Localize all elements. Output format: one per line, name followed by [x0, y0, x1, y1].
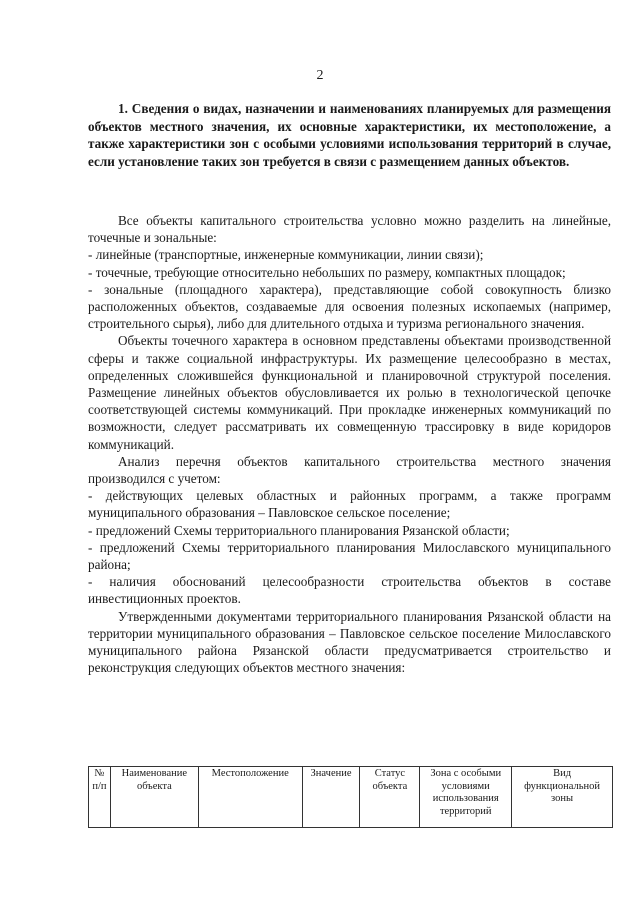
paragraph: - действующих целевых областных и районных программ, а также программ муниципального образования – Павловское сельское поселение; — [88, 488, 611, 521]
paragraph: - линейные (транспортные, инженерные коммуникации, линии связи); — [88, 247, 484, 263]
table-header-row — [89, 767, 613, 828]
paragraph: - зональные (площадного характера), представляющие собой совокупность близко расположенных объектов, создаваемые для освоения полезных ископаемых (например, строительного сырья), либо для длительного отдыха и туризма регионального значения. — [88, 281, 611, 332]
page-number: 2 — [316, 68, 324, 83]
paragraph: Анализ перечня объектов капитального строительства местного значения производился с учетом: — [88, 453, 611, 487]
paragraph: - точечные, требующие относительно небольших по размеру, компактных площадок; — [88, 264, 566, 280]
paragraph: - предложений Схемы территориального планирования Милославского муниципального района; — [88, 539, 611, 573]
col-header-status: Статус объекта — [360, 767, 420, 828]
paragraph: - наличия обоснований целесообразности строительства объектов в составе инвестиционных проектов. — [88, 574, 611, 607]
paragraph: - предложений Схемы территориального планирования Рязанской области; — [88, 522, 510, 538]
objects-table — [88, 766, 613, 828]
paragraph: Объекты точечного характера в основном представлены объектами производственной сферы и также социальной инфраструктуры. Их размещение целесообразно в местах, определенных сложившейся функциональной и планировочной структурой поселения. Размещение линейных объектов обусловливается их ролью в технологической цепочке соответствующей системы коммуникаций. При прокладке инженерных коммуникаций по возможности, следует рассматривать их совмещенную трассировку в виде коридоров коммуникаций. — [88, 333, 611, 452]
col-header-significance: Значение — [302, 767, 360, 828]
paragraph: Утвержденными документами территориального планирования Рязанской области на территории муниципального образования – Павловское сельское поселение Милославского муниципального района Рязанской области предусматривается строительство и реконструкция следующих объектов местного значения: — [88, 608, 611, 676]
col-header-number: № п/п — [89, 767, 111, 828]
col-header-name: Наименование объекта — [110, 767, 198, 828]
body-text — [88, 212, 611, 676]
section-heading: 1. Сведения о видах, назначении и наименованиях планируемых для размещения объектов местного значения, их основные характеристики, их местоположение, а также характеристики зон с особыми условиями использования территорий в случае, если установление таких зон требуется в связи с размещением данных объектов. — [88, 101, 611, 169]
paragraph: Все объекты капитального строительства условно можно разделить на линейные, точечные и зональные: — [88, 213, 611, 246]
col-header-special-zone: Зона с особыми условиями использования территорий — [420, 767, 512, 828]
col-header-functional-zone: Вид функциональной зоны — [512, 767, 613, 828]
col-header-location: Местоположение — [198, 767, 302, 828]
